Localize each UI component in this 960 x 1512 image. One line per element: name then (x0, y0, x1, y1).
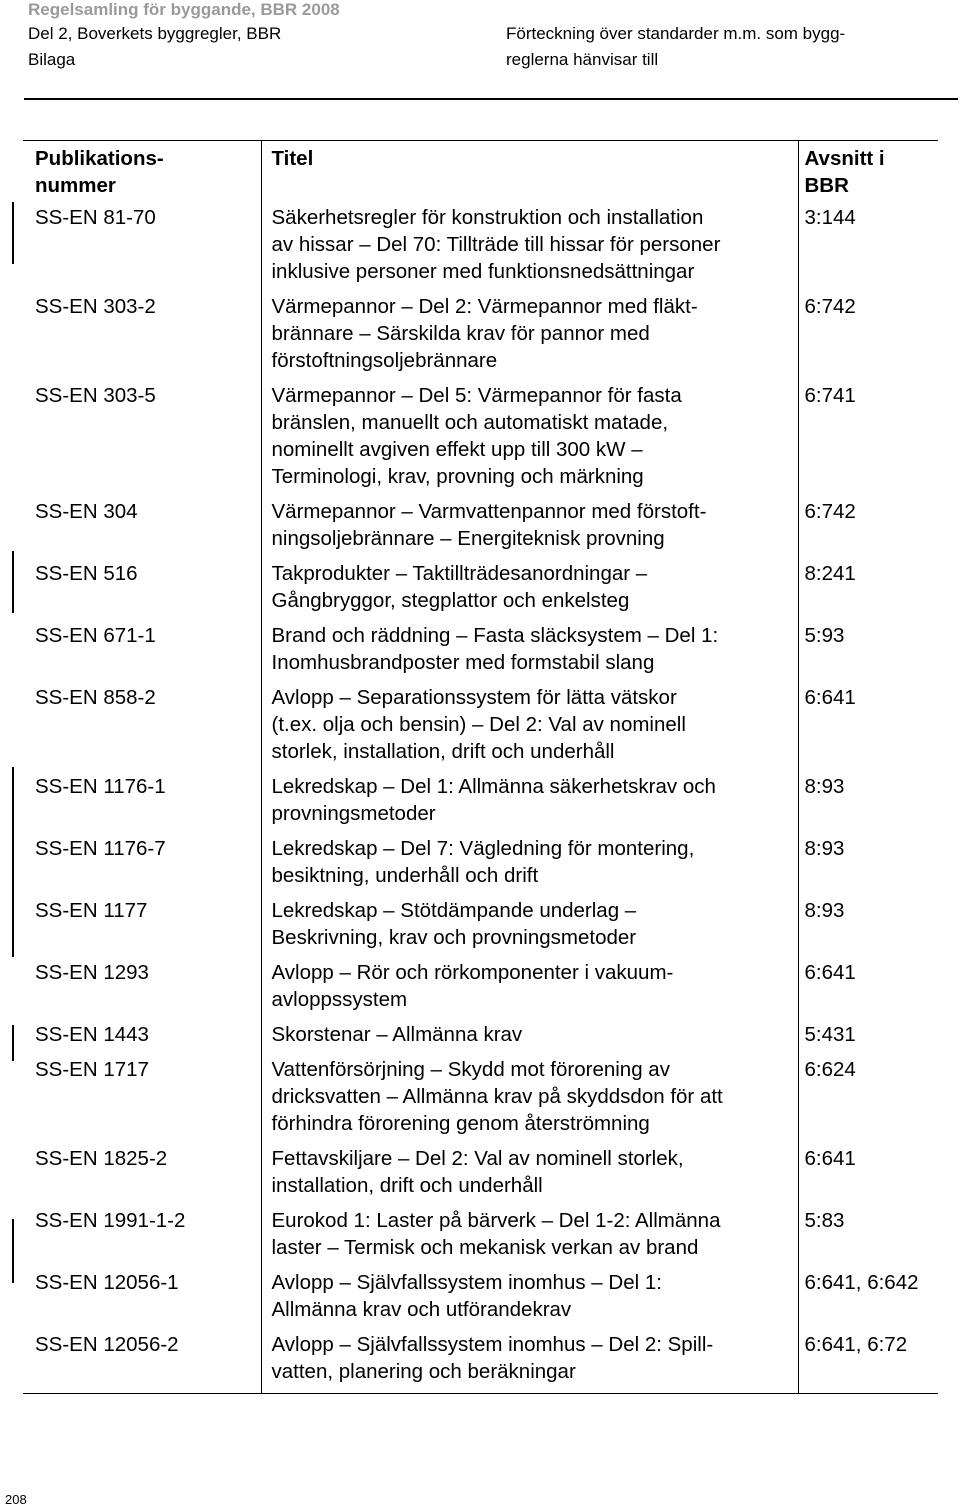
section-cell: 5:83 (798, 1207, 938, 1269)
publication-number-cell: SS-EN 12056-1 (35, 1271, 179, 1294)
table-row (23, 835, 938, 897)
title-cell: Lekredskap – Del 7: Vägledning för montering, besiktning, underhåll och drift (261, 835, 798, 897)
table-row (23, 773, 938, 835)
publication-number-cell: SS-EN 1825-2 (35, 1147, 168, 1170)
page-number: 208 (5, 1492, 27, 1507)
section-cell: 6:741 (798, 382, 938, 498)
section-heading-line2: reglerna hänvisar till (506, 50, 659, 69)
title-cell: Lekredskap – Del 1: Allmänna säkerhetskrav och provningsmetoder (261, 773, 798, 835)
section-cell: 6:641 (798, 1145, 938, 1207)
change-marker-bar (12, 551, 14, 613)
title-cell: Skorstenar – Allmänna krav (261, 1021, 798, 1056)
header-divider (24, 98, 958, 100)
document-appendix-label: Bilaga (28, 50, 76, 69)
document-part: Del 2, Boverkets byggregler, BBR (28, 24, 282, 43)
title-cell: Säkerhetsregler för konstruktion och installation av hissar – Del 70: Tillträde till hissar för personer inklusive personer med funktionsnedsättningar (261, 204, 798, 293)
document-title: Regelsamling för byggande, BBR 2008 (28, 0, 340, 19)
table-row (23, 293, 938, 382)
column-header-section: Avsnitt i BBR (798, 141, 938, 205)
publication-number-cell: SS-EN 1717 (35, 1058, 149, 1081)
title-cell: Vattenförsörjning – Skydd mot förorening av dricksvatten – Allmänna krav på skyddsdon för att förhindra förorening genom återströmning (261, 1056, 798, 1145)
table-row (23, 1207, 938, 1269)
title-cell: Takprodukter – Taktillträdesanordningar – Gångbryggor, stegplattor och enkelsteg (261, 560, 798, 622)
publication-number-cell: SS-EN 1176-1 (35, 775, 166, 798)
table-row (23, 498, 938, 560)
publication-number-cell: SS-EN 304 (35, 500, 138, 523)
title-cell: Lekredskap – Stötdämpande underlag – Beskrivning, krav och provningsmetoder (261, 897, 798, 959)
table-row (23, 684, 938, 773)
publication-number-cell: SS-EN 671-1 (35, 624, 156, 647)
table-row (23, 382, 938, 498)
section-cell: 3:144 (798, 204, 938, 293)
table-row (23, 204, 938, 293)
table-row (23, 1021, 938, 1056)
title-cell: Avlopp – Separationssystem för lätta vätskor (t.ex. olja och bensin) – Del 2: Val av nominell storlek, installation, drift och underhåll (261, 684, 798, 773)
title-cell: Fettavskiljare – Del 2: Val av nominell storlek, installation, drift och underhåll (261, 1145, 798, 1207)
section-cell: 6:624 (798, 1056, 938, 1145)
table-row (23, 897, 938, 959)
title-cell: Värmepannor – Varmvattenpannor med förstoft- ningsoljebrännare – Energiteknisk provning (261, 498, 798, 560)
section-cell: 8:241 (798, 560, 938, 622)
section-cell: 6:641 (798, 684, 938, 773)
section-cell: 8:93 (798, 773, 938, 835)
publication-number-cell: SS-EN 1991-1-2 (35, 1209, 186, 1232)
publication-number-cell: SS-EN 303-5 (35, 384, 156, 407)
publication-number-cell: SS-EN 1443 (35, 1023, 149, 1046)
change-marker-bar (12, 767, 14, 957)
change-marker-bar (12, 1219, 14, 1283)
title-cell: Värmepannor – Del 2: Värmepannor med fläkt- brännare – Särskilda krav för pannor med förstoftningsoljebrännare (261, 293, 798, 382)
standards-table (23, 140, 938, 1394)
table-header-row (23, 141, 938, 205)
publication-number-cell: SS-EN 12056-2 (35, 1333, 179, 1356)
table-row (23, 560, 938, 622)
page-header (28, 0, 948, 95)
section-cell: 6:742 (798, 498, 938, 560)
title-cell: Avlopp – Självfallssystem inomhus – Del 2: Spill- vatten, planering och beräkningar (261, 1331, 798, 1394)
section-heading-line1: Förteckning över standarder m.m. som bygg- (506, 24, 846, 43)
table-row (23, 1056, 938, 1145)
section-cell: 6:742 (798, 293, 938, 382)
table-row (23, 1269, 938, 1331)
column-header-title: Titel (261, 141, 798, 205)
title-cell: Avlopp – Rör och rörkomponenter i vakuum- avloppssystem (261, 959, 798, 1021)
change-marker-bar (12, 202, 14, 264)
section-cell: 8:93 (798, 835, 938, 897)
change-marker-bar (12, 1025, 14, 1061)
table-row (23, 1145, 938, 1207)
title-cell: Brand och räddning – Fasta släcksystem – Del 1: Inomhusbrandposter med formstabil slang (261, 622, 798, 684)
publication-number-cell: SS-EN 1293 (35, 961, 149, 984)
publication-number-cell: SS-EN 1176-7 (35, 837, 166, 860)
table-row (23, 1331, 938, 1394)
section-cell: 6:641, 6:642 (798, 1269, 938, 1331)
title-cell: Värmepannor – Del 5: Värmepannor för fasta bränslen, manuellt och automatiskt matade, nominellt avgiven effekt upp till 300 kW – Terminologi, krav, provning och märkning (261, 382, 798, 498)
column-header-publication-number: Publikations- nummer (35, 147, 164, 197)
title-cell: Eurokod 1: Laster på bärverk – Del 1-2: Allmänna laster – Termisk och mekanisk verkan av brand (261, 1207, 798, 1269)
section-cell: 6:641 (798, 959, 938, 1021)
table-row (23, 959, 938, 1021)
section-cell: 5:431 (798, 1021, 938, 1056)
publication-number-cell: SS-EN 858-2 (35, 686, 156, 709)
section-cell: 5:93 (798, 622, 938, 684)
title-cell: Avlopp – Självfallssystem inomhus – Del 1: Allmänna krav och utförandekrav (261, 1269, 798, 1331)
publication-number-cell: SS-EN 1177 (35, 899, 148, 922)
publication-number-cell: SS-EN 516 (35, 562, 138, 585)
section-cell: 8:93 (798, 897, 938, 959)
publication-number-cell: SS-EN 81-70 (35, 206, 156, 229)
publication-number-cell: SS-EN 303-2 (35, 295, 156, 318)
table-row (23, 622, 938, 684)
section-cell: 6:641, 6:72 (798, 1331, 938, 1394)
